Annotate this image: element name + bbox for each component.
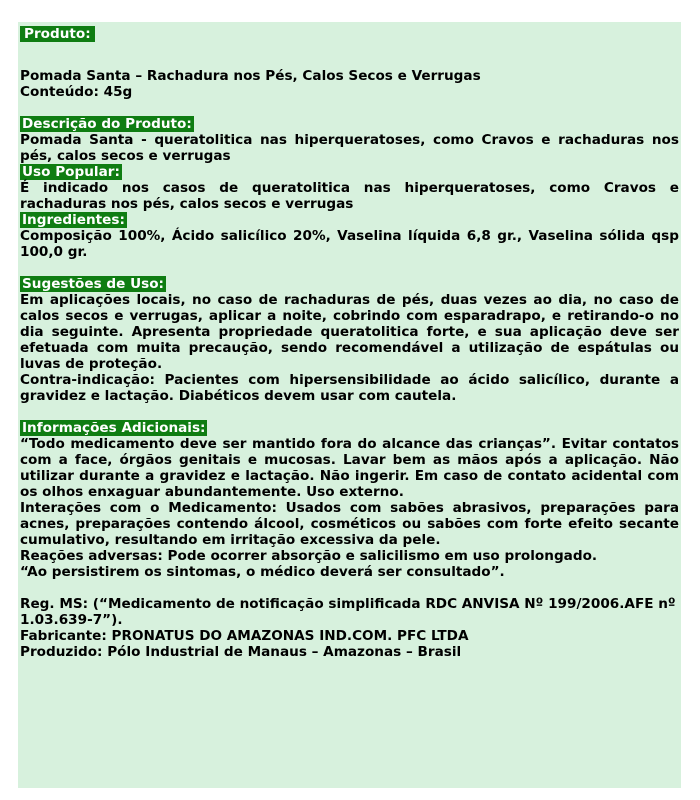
informacoes-text: “Todo medicamento deve ser mantido fora do alcance das crianças”. Evitar contatos com a face, órgãos genitais e mucosas. Lavar bem as mãos após a aplicação. Não utilizar durante a gravidez e lactação. Não ingerir. Em caso de contato acidental com os olhos enxaguar abundantemente. Uso externo. [20,436,679,500]
aviso-text: “Ao persistirem os sintomas, o médico deverá ser consultado”. [20,564,505,580]
sugestoes-text: Em aplicações locais, no caso de rachaduras de pés, duas vezes ao dia, no caso de calos secos e verrugas, aplicar a noite, cobrindo com esparadrapo, e retirando-o no dia seguinte. Apresenta propriedade queratolitica forte, e sua aplicação deve ser efetuada com muita precaução, sendo recomendável a utilização de espátulas ou luvas de proteção. [20,292,679,372]
uso-popular-text: É indicado nos casos de queratolitica nas hiperqueratoses, como Cravos e rachaduras nos pés, calos secos e verrugas [20,180,679,212]
produzido-text: Produzido: Pólo Industrial de Manaus – Amazonas – Brasil [20,644,462,660]
ingredientes-text: Composição 100%, Ácido salicílico 20%, Vaselina líquida 6,8 gr., Vaselina sólida qsp 100,0 gr. [20,228,679,260]
product-name: Pomada Santa – Rachadura nos Pés, Calos Secos e Verrugas [20,68,481,84]
sugestoes-heading: Sugestões de Uso: [22,276,164,292]
informacoes-heading: Informações Adicionais: [22,420,206,436]
product-content: Conteúdo: 45g [20,84,133,100]
uso-popular-heading: Uso Popular: [22,164,120,180]
contra-indicacao-text: Contra-indicação: Pacientes com hipersensibilidade ao ácido salicílico, durante a gravidez e lactação. Diabéticos devem usar com cautela. [20,372,679,404]
descricao-text: Pomada Santa - queratolitica nas hiperqueratoses, como Cravos e rachaduras nos pés, calos secos e verrugas [20,132,679,164]
product-info-panel [18,22,681,788]
reacoes-text: Reações adversas: Pode ocorrer absorção e salicilismo em uso prolongado. [20,548,598,564]
registro-text: Reg. MS: (“Medicamento de notificação simplificada RDC ANVISA Nº 199/2006.AFE nº 1.03.639-7”). [20,596,676,628]
ingredientes-heading: Ingredientes: [22,212,125,228]
interacoes-text: Interações com o Medicamento: Usados com sabões abrasivos, preparações para acnes, preparações contendo álcool, cosméticos ou sabões com forte efeito secante cumulativo, resultando em irritação excessiva da pele. [20,500,679,548]
descricao-heading: Descrição do Produto: [22,116,192,132]
produto-heading: Produto: [20,26,95,42]
fabricante-text: Fabricante: PRONATUS DO AMAZONAS IND.COM. PFC LTDA [20,628,469,644]
